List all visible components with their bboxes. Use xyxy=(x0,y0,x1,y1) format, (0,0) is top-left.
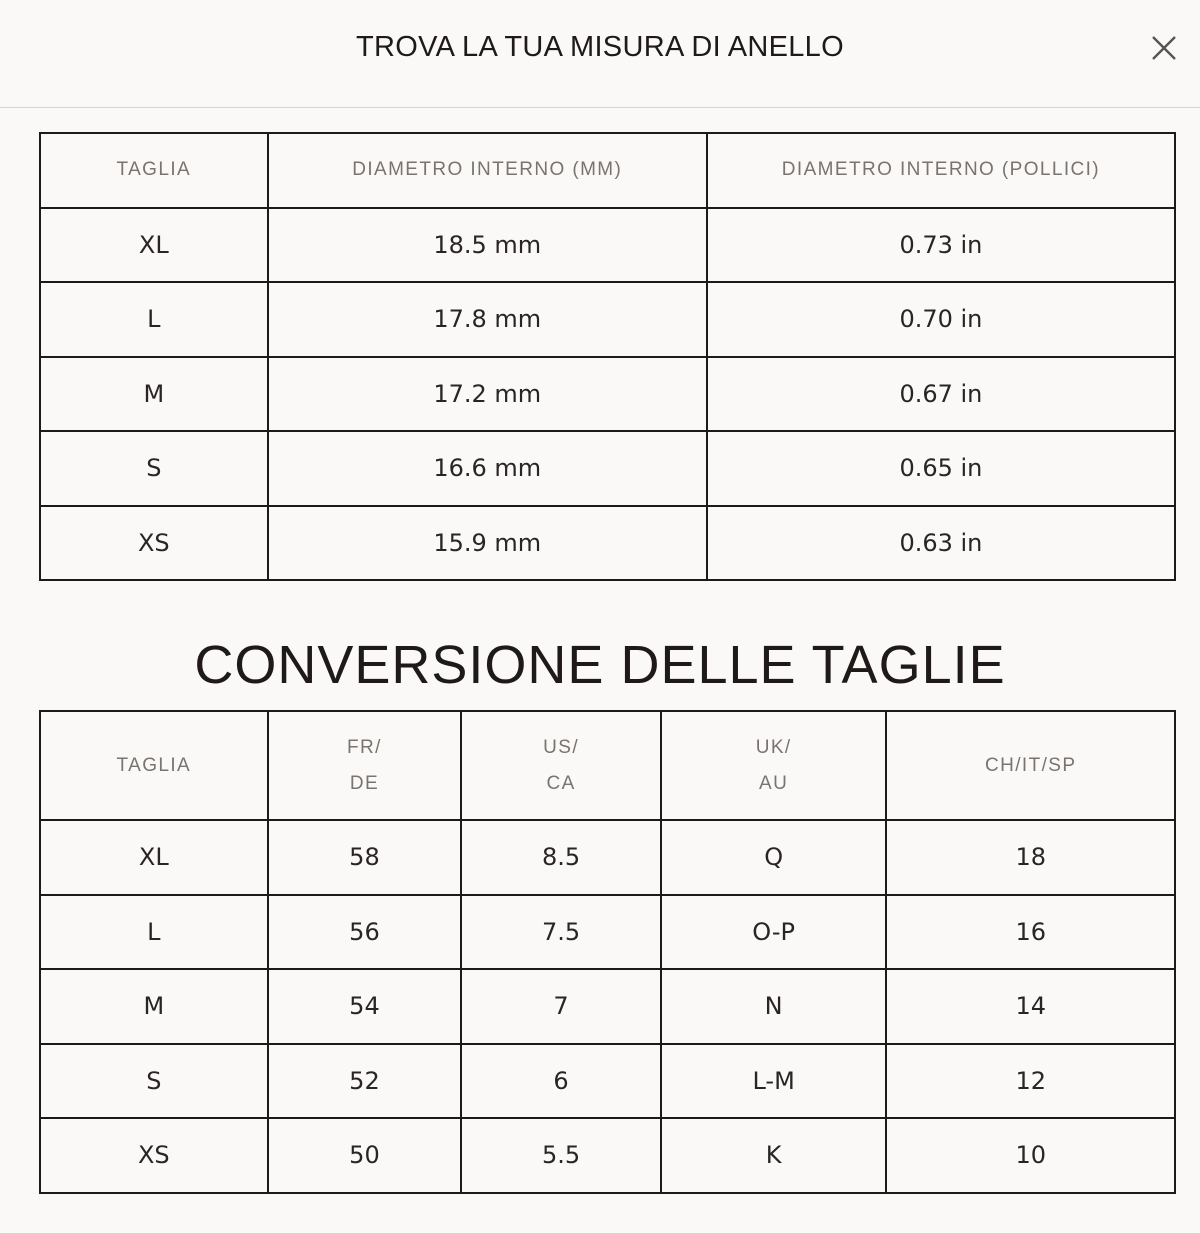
fr-de-cell: 50 xyxy=(268,1118,462,1193)
header-fr-de-line1: FR/ xyxy=(347,736,382,758)
header-diameter-mm: DIAMETRO INTERNO (MM) xyxy=(268,133,707,208)
modal-header xyxy=(0,0,1200,108)
fr-de-cell: 52 xyxy=(268,1044,462,1119)
diameter-mm-cell: 15.9 mm xyxy=(268,506,707,581)
table-row xyxy=(40,431,1175,506)
table-row xyxy=(40,208,1175,283)
fr-de-cell: 56 xyxy=(268,895,462,970)
us-ca-cell: 6 xyxy=(461,1044,661,1119)
table-row xyxy=(40,1118,1175,1193)
diameter-mm-cell: 16.6 mm xyxy=(268,431,707,506)
us-ca-cell: 7 xyxy=(461,969,661,1044)
us-ca-cell: 5.5 xyxy=(461,1118,661,1193)
header-us-ca-line2: CA xyxy=(546,772,576,794)
header-ch-it-sp: CH/IT/SP xyxy=(886,711,1175,820)
size-cell: XS xyxy=(40,506,268,581)
size-cell: XL xyxy=(40,208,268,283)
header-size: TAGLIA xyxy=(40,711,268,820)
size-cell: S xyxy=(40,1044,268,1119)
table-row xyxy=(40,282,1175,357)
header-diameter-in: DIAMETRO INTERNO (POLLICI) xyxy=(707,133,1175,208)
table-header-row xyxy=(40,711,1175,820)
ch-it-sp-cell: 16 xyxy=(886,895,1175,970)
header-us-ca xyxy=(461,711,661,820)
table-row xyxy=(40,969,1175,1044)
ch-it-sp-cell: 14 xyxy=(886,969,1175,1044)
size-cell: M xyxy=(40,969,268,1044)
uk-au-cell: Q xyxy=(661,820,887,895)
ch-it-sp-cell: 10 xyxy=(886,1118,1175,1193)
ch-it-sp-cell: 12 xyxy=(886,1044,1175,1119)
table-row xyxy=(40,895,1175,970)
header-size: TAGLIA xyxy=(40,133,268,208)
diameter-mm-cell: 17.2 mm xyxy=(268,357,707,432)
fr-de-cell: 58 xyxy=(268,820,462,895)
conversion-table xyxy=(39,710,1176,1194)
uk-au-cell: L-M xyxy=(661,1044,887,1119)
header-uk-au-line2: AU xyxy=(759,772,789,794)
diameter-in-cell: 0.67 in xyxy=(707,357,1175,432)
us-ca-cell: 8.5 xyxy=(461,820,661,895)
diameter-mm-cell: 18.5 mm xyxy=(268,208,707,283)
size-cell: S xyxy=(40,431,268,506)
header-fr-de xyxy=(268,711,462,820)
size-cell: M xyxy=(40,357,268,432)
diameter-in-cell: 0.65 in xyxy=(707,431,1175,506)
diameter-in-cell: 0.70 in xyxy=(707,282,1175,357)
uk-au-cell: N xyxy=(661,969,887,1044)
header-fr-de-line2: DE xyxy=(349,772,380,794)
conversion-title: CONVERSIONE DELLE TAGLIE xyxy=(194,635,1006,695)
close-button[interactable] xyxy=(1150,34,1178,62)
table-row xyxy=(40,357,1175,432)
size-cell: L xyxy=(40,282,268,357)
size-cell: L xyxy=(40,895,268,970)
table-header-row xyxy=(40,133,1175,208)
uk-au-cell: O-P xyxy=(661,895,887,970)
modal-title: TROVA LA TUA MISURA DI ANELLO xyxy=(356,31,844,63)
table-row xyxy=(40,1044,1175,1119)
ch-it-sp-cell: 18 xyxy=(886,820,1175,895)
diameter-table xyxy=(39,132,1176,581)
diameter-in-cell: 0.73 in xyxy=(707,208,1175,283)
table-row xyxy=(40,506,1175,581)
diameter-in-cell: 0.63 in xyxy=(707,506,1175,581)
size-cell: XS xyxy=(40,1118,268,1193)
us-ca-cell: 7.5 xyxy=(461,895,661,970)
size-cell: XL xyxy=(40,820,268,895)
header-uk-au xyxy=(661,711,887,820)
close-icon xyxy=(1150,34,1178,62)
table-row xyxy=(40,820,1175,895)
fr-de-cell: 54 xyxy=(268,969,462,1044)
header-us-ca-line1: US/ xyxy=(543,736,579,758)
header-uk-au-line1: UK/ xyxy=(755,736,792,758)
diameter-mm-cell: 17.8 mm xyxy=(268,282,707,357)
uk-au-cell: K xyxy=(661,1118,887,1193)
